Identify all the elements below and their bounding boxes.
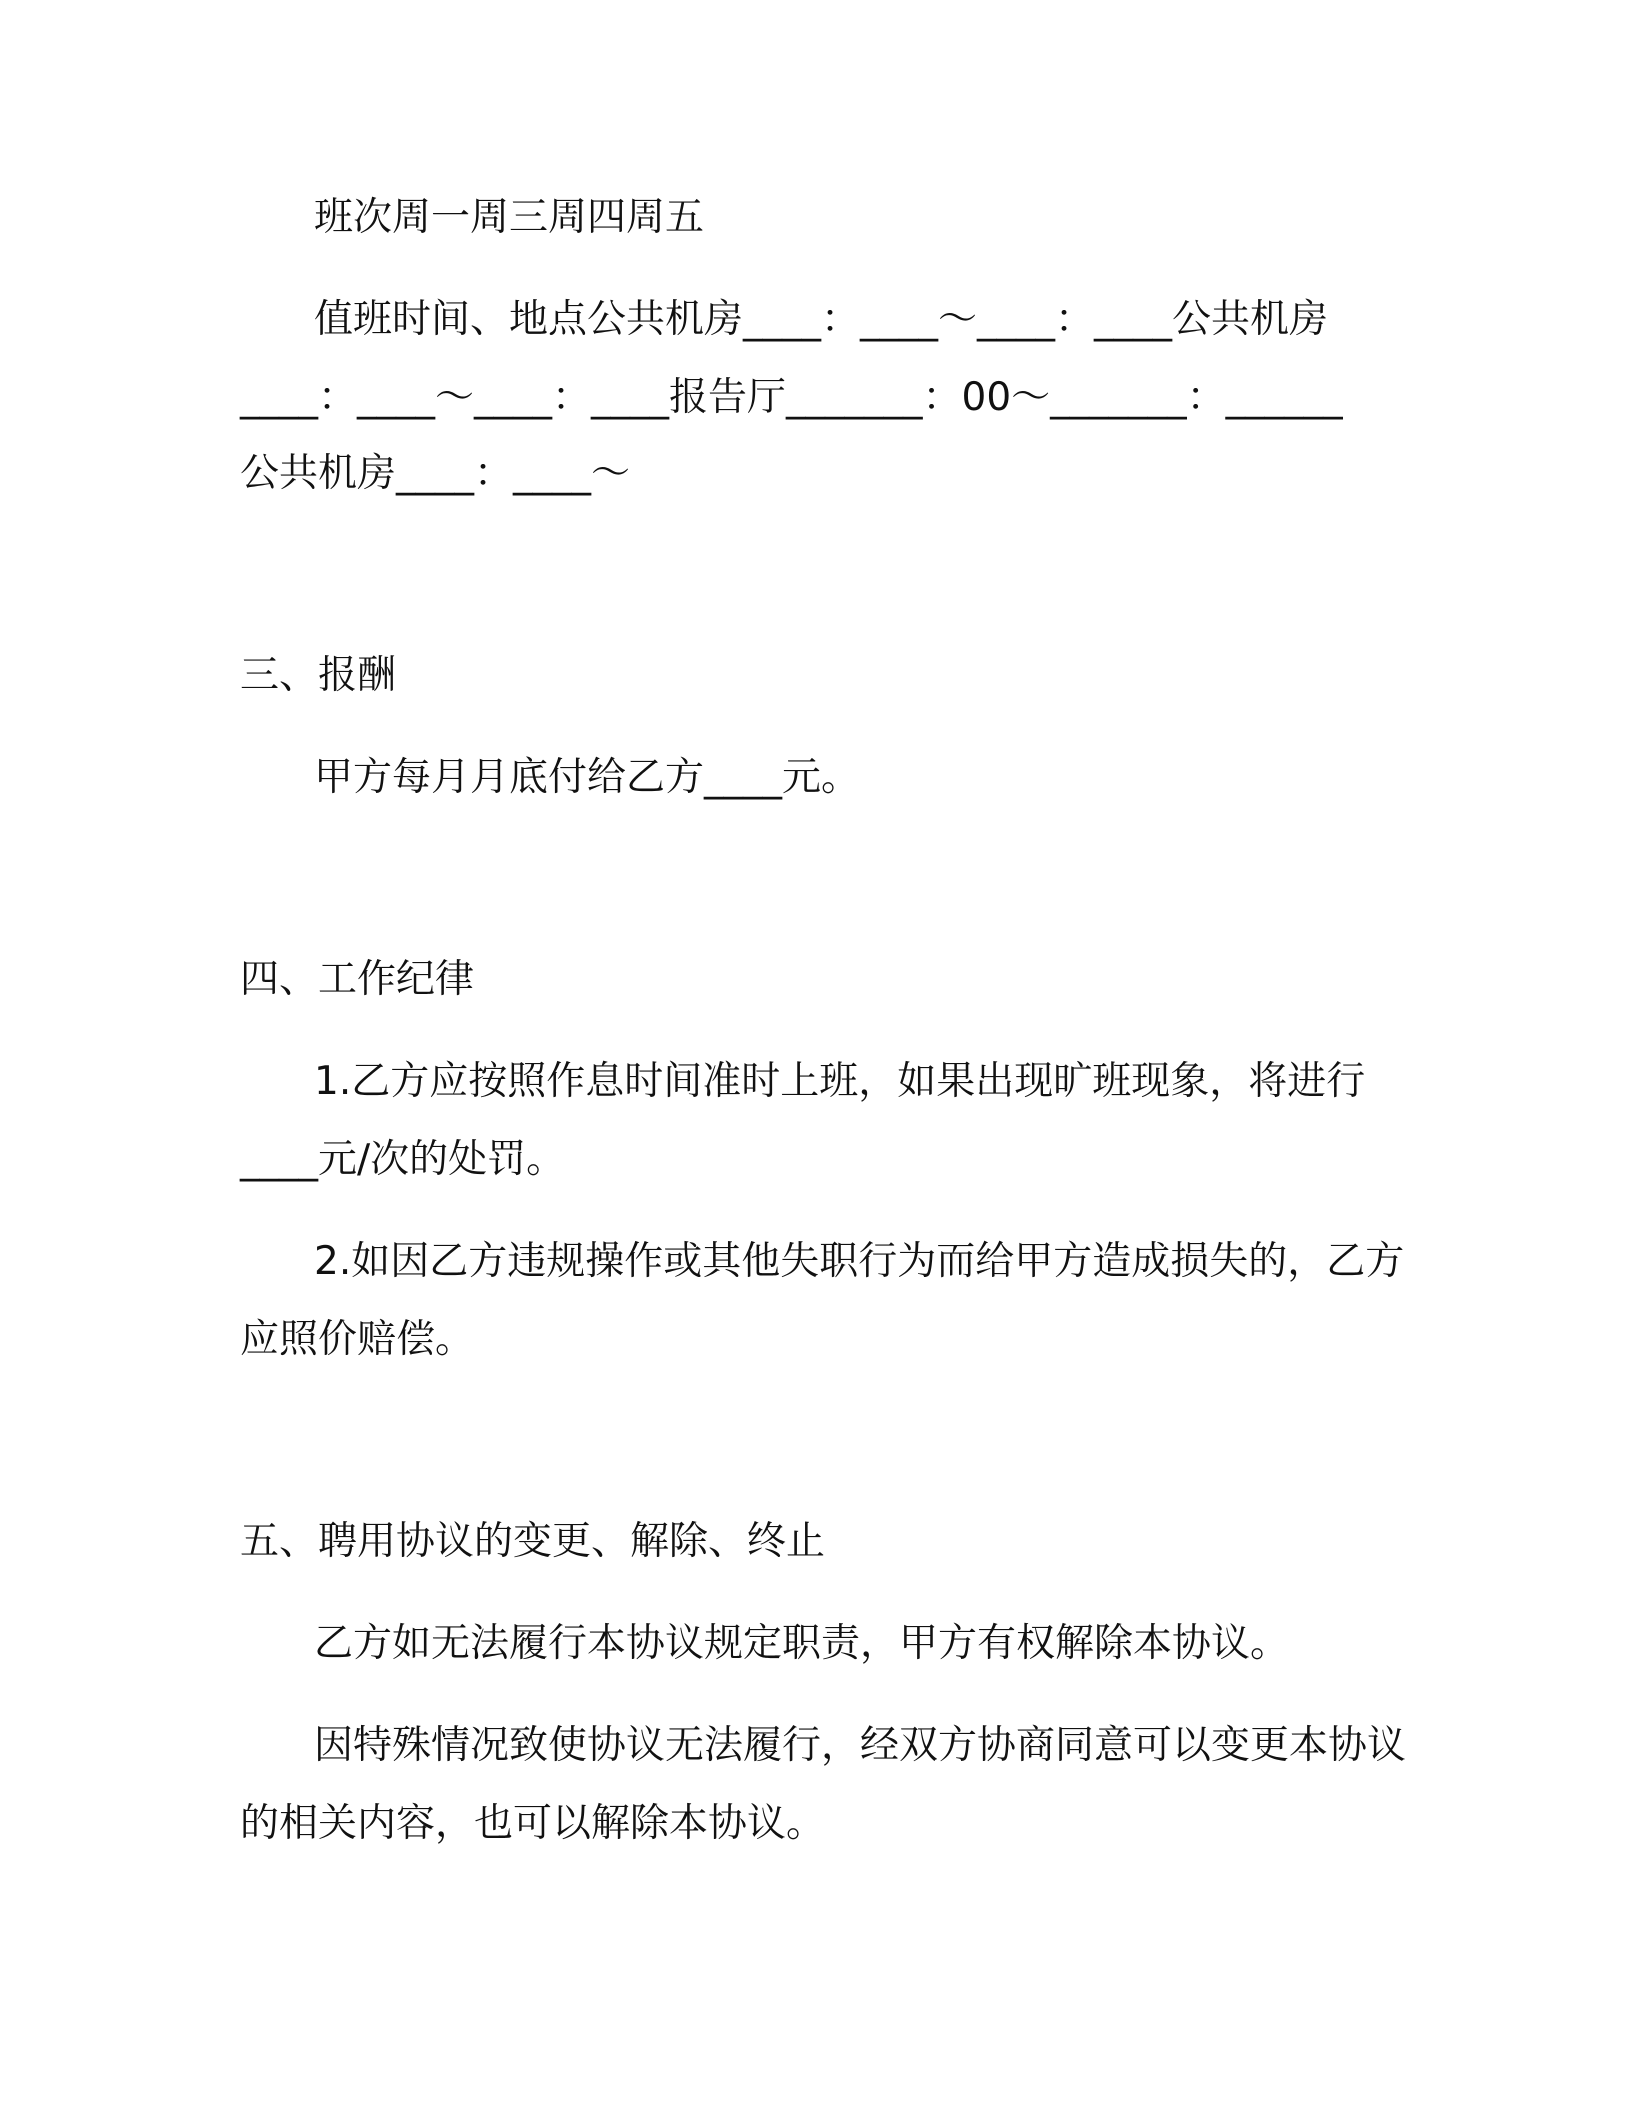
section-5-paragraph-2-line-2: 的相关内容，也可以解除本协议。 bbox=[240, 1801, 826, 1846]
section-4-heading: 四、工作纪律 bbox=[240, 957, 475, 1002]
section-4-item-2-line-2: 应照价赔偿。 bbox=[240, 1317, 475, 1362]
section-4-item-2-line-1: 2.如因乙方违规操作或其他失职行为而给甲方造成损失的，乙方 bbox=[314, 1239, 1405, 1284]
section-3-heading: 三、报酬 bbox=[240, 653, 397, 698]
section-4-item-1-line-1: 1.乙方应按照作息时间准时上班，如果出现旷班现象，将进行 bbox=[314, 1059, 1366, 1104]
duty-time-location-line-3: 公共机房____：____～ bbox=[240, 451, 631, 496]
duty-time-location-line-1: 值班时间、地点公共机房____：____～____：____公共机房 bbox=[314, 297, 1329, 342]
section-5-paragraph-1: 乙方如无法履行本协议规定职责，甲方有权解除本协议。 bbox=[314, 1621, 1290, 1666]
section-5-paragraph-2-line-1: 因特殊情况致使协议无法履行，经双方协商同意可以变更本协议 bbox=[314, 1723, 1407, 1768]
shift-schedule-line: 班次周一周三周四周五 bbox=[314, 195, 705, 240]
duty-time-location-line-2: ____：____～____：____报告厅_______：00～_______：______ bbox=[240, 375, 1343, 420]
section-5-heading: 五、聘用协议的变更、解除、终止 bbox=[240, 1519, 826, 1564]
section-3-paragraph: 甲方每月月底付给乙方____元。 bbox=[314, 755, 861, 800]
section-4-item-1-line-2: ____元/次的处罚。 bbox=[240, 1137, 566, 1182]
